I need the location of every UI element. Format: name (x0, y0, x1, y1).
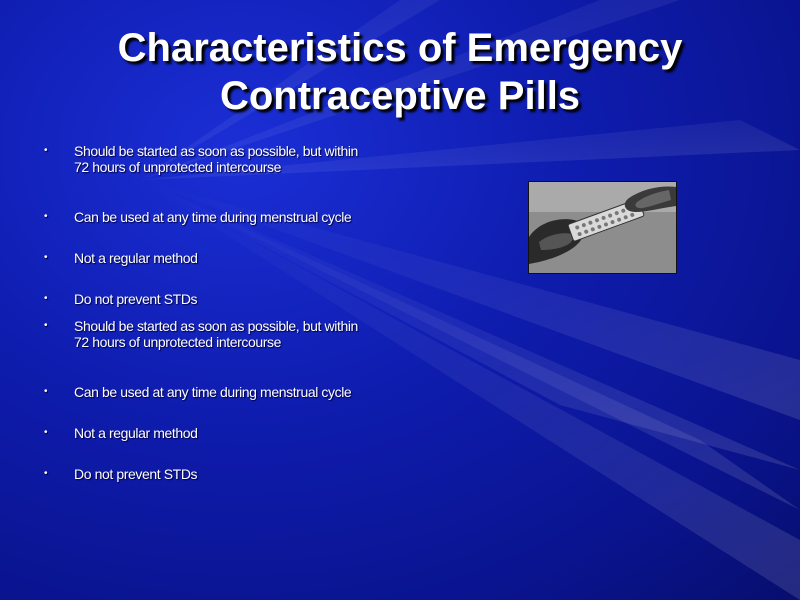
bullet-text: Do not prevent STDs (74, 466, 198, 482)
bullet-text: Can be used at any time during menstrual cycle (74, 209, 352, 225)
bullet-text: Do not prevent STDs (74, 291, 198, 307)
bullet-text: Not a regular method (74, 425, 198, 441)
bullet-icon: • (44, 252, 48, 263)
bullet-text: 72 hours of unprotected intercourse (74, 159, 282, 175)
bullet-text: 72 hours of unprotected intercourse (74, 334, 282, 350)
pill-pack-handoff-photo (528, 181, 677, 274)
photo-illustration (529, 182, 676, 273)
bullet-text: Not a regular method (74, 250, 198, 266)
bullet-text: Should be started as soon as possible, but within (74, 318, 358, 334)
bullet-icon: • (44, 468, 48, 479)
bullet-icon: • (44, 320, 48, 331)
bullet-icon: • (44, 145, 48, 156)
title-line-2: Contraceptive Pills (219, 74, 581, 118)
bullet-icon: • (44, 293, 48, 304)
slide-title (40, 24, 760, 120)
bullet-text: Can be used at any time during menstrual cycle (74, 384, 352, 400)
bullet-icon: • (44, 386, 48, 397)
bullet-icon: • (44, 427, 48, 438)
bullet-icon: • (44, 211, 48, 222)
bullet-text: Should be started as soon as possible, but within (74, 143, 358, 159)
title-line-1: Characteristics of Emergency (117, 26, 683, 70)
